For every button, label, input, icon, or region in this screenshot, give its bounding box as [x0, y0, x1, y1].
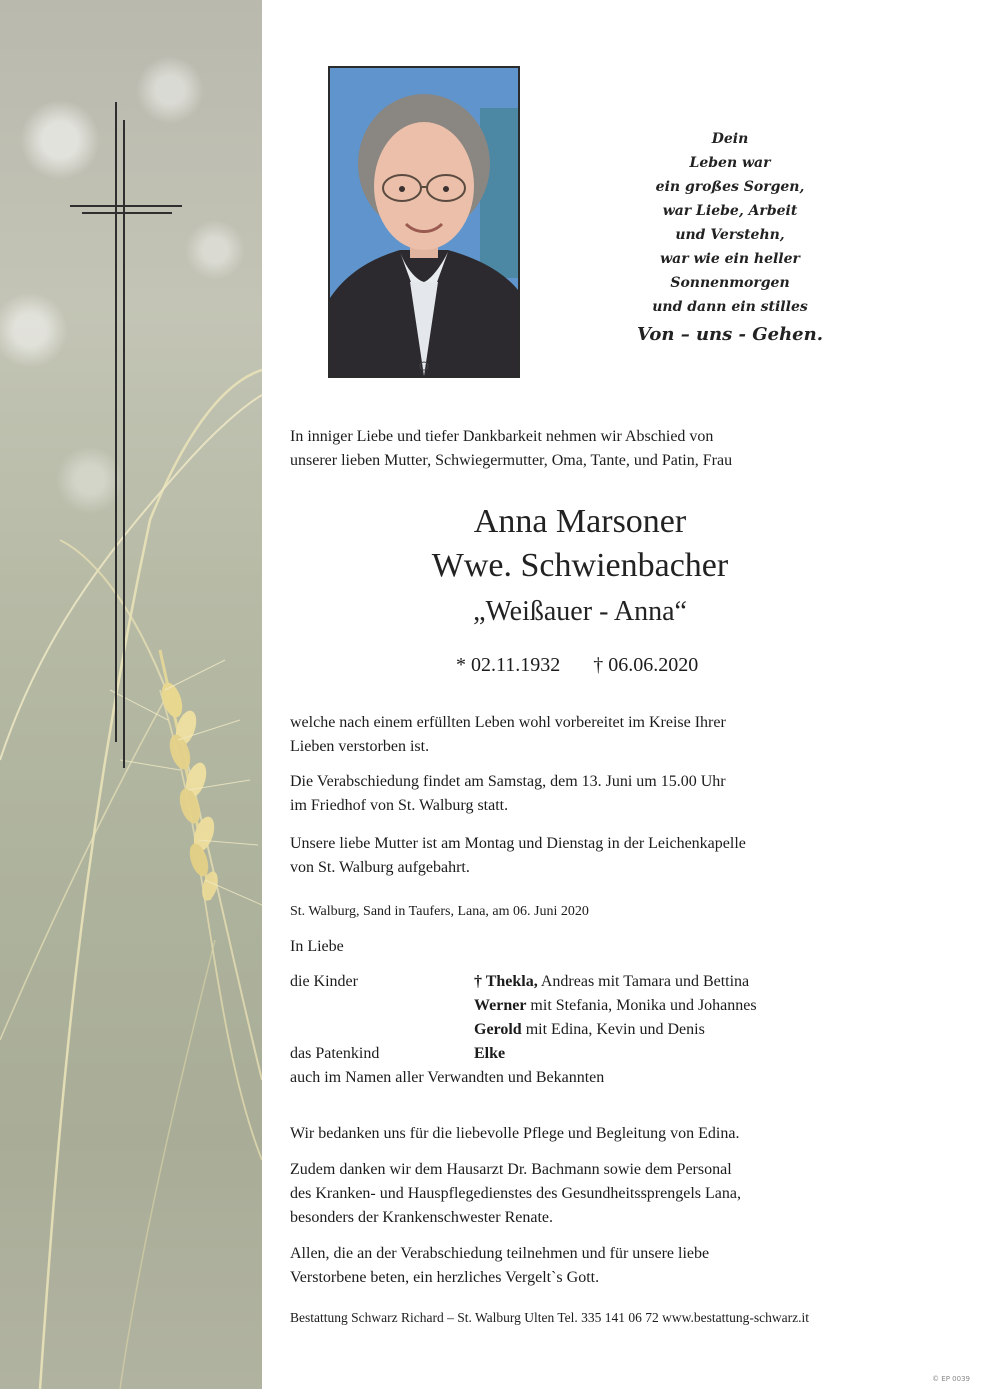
viewing-paragraph: [290, 832, 880, 880]
child-family: mit Edina, Kevin und Denis: [521, 1021, 705, 1038]
memorial-poem: [620, 127, 840, 351]
poem-line: Sonnenmorgen: [670, 275, 790, 291]
deceased-name-block: [330, 500, 830, 632]
relation-label: das Patenkind: [290, 1045, 380, 1062]
family-row: [290, 970, 890, 994]
passing-paragraph: [290, 711, 880, 759]
text-line: besonders der Krankenschwester Renate.: [290, 1209, 554, 1226]
birth-date: * 02.11.1932: [456, 654, 561, 676]
text-line: welche nach einem erfüllten Leben wohl vorbereitet im Kreise Ihrer: [290, 714, 726, 731]
family-row: [290, 1018, 890, 1042]
text-line: des Kranken- und Hauspflegedienstes des Gesundheitssprengels Lana,: [290, 1185, 741, 1202]
text-line: Unsere liebe Mutter ist am Montag und Dienstag in der Leichenkapelle: [290, 835, 746, 852]
child-name: Gerold: [474, 1021, 522, 1038]
child-name: Werner: [474, 997, 527, 1014]
poem-line: war Liebe, Arbeit: [662, 203, 798, 219]
family-names: [474, 970, 749, 994]
family-row: [290, 994, 890, 1018]
farewell-paragraph: [290, 770, 880, 818]
text-line: von St. Walburg aufgebahrt.: [290, 859, 470, 876]
portrait-illustration: [330, 68, 518, 376]
thanks-paragraph: [290, 1242, 880, 1290]
thanks-paragraph: [290, 1158, 880, 1230]
in-love-label: In Liebe: [290, 938, 344, 955]
family-names: [474, 1042, 505, 1066]
family-names: [474, 1018, 705, 1042]
wheat-ear: [110, 650, 262, 905]
text-line: Verstorbene beten, ein herzliches Vergelt`s Gott.: [290, 1269, 600, 1286]
wheat-background-panel: [0, 0, 262, 1389]
deceased-married-name: Wwe. Schwienbacher: [431, 547, 729, 584]
wheat-illustration: [0, 0, 262, 1389]
poem-line: war wie ein heller: [660, 251, 800, 267]
funeral-home-footer: Bestattung Schwarz Richard – St. Walburg Ulten Tel. 335 141 06 72 www.bestattung-schwarz.it: [290, 1310, 810, 1325]
life-dates: [456, 654, 698, 677]
child-name: † Thekla,: [474, 973, 538, 990]
child-family: mit Stefania, Monika und Johannes: [526, 997, 757, 1014]
relatives-line: auch im Namen aller Verwandten und Bekannten: [290, 1069, 605, 1086]
family-row: [290, 1066, 890, 1090]
intro-line: In inniger Liebe und tiefer Dankbarkeit nehmen wir Abschied von: [290, 428, 714, 445]
thanks-paragraph: Wir bedanken uns für die liebevolle Pflege und Begleitung von Edina.: [290, 1125, 740, 1142]
portrait-photo: [328, 66, 520, 378]
place-date: St. Walburg, Sand in Taufers, Lana, am 06. Juni 2020: [290, 904, 589, 919]
text-line: Zudem danken wir dem Hausarzt Dr. Bachmann sowie dem Personal: [290, 1161, 732, 1178]
child-family: Andreas mit Tamara und Bettina: [537, 973, 750, 990]
poem-line: und Verstehn,: [675, 227, 785, 243]
text-line: Lieben verstorben ist.: [290, 738, 430, 755]
family-list: [290, 970, 890, 1090]
relation-label: die Kinder: [290, 973, 358, 990]
text-line: Allen, die an der Verabschiedung teilnehmen und für unsere liebe: [290, 1245, 710, 1262]
intro-text: [290, 425, 890, 473]
deceased-nickname: „Weißauer - Anna“: [473, 596, 687, 627]
godchild-name: Elke: [474, 1045, 506, 1062]
poem-line: ein großes Sorgen,: [655, 179, 805, 195]
family-row: [290, 1042, 890, 1066]
poem-line: Dein: [711, 131, 749, 147]
poem-closing: Von – uns - Gehen.: [637, 324, 823, 345]
deceased-name: Anna Marsoner: [473, 503, 687, 540]
document-code: © EP 0039: [932, 1375, 970, 1383]
death-date: † 06.06.2020: [593, 654, 699, 676]
poem-line: Leben war: [689, 155, 771, 171]
family-names: [474, 994, 757, 1018]
intro-line: unserer lieben Mutter, Schwiegermutter, Oma, Tante, und Patin, Frau: [290, 452, 733, 469]
text-line: im Friedhof von St. Walburg statt.: [290, 797, 509, 814]
text-line: Die Verabschiedung findet am Samstag, dem 13. Juni um 15.00 Uhr: [290, 773, 726, 790]
poem-line: und dann ein stilles: [652, 299, 808, 315]
